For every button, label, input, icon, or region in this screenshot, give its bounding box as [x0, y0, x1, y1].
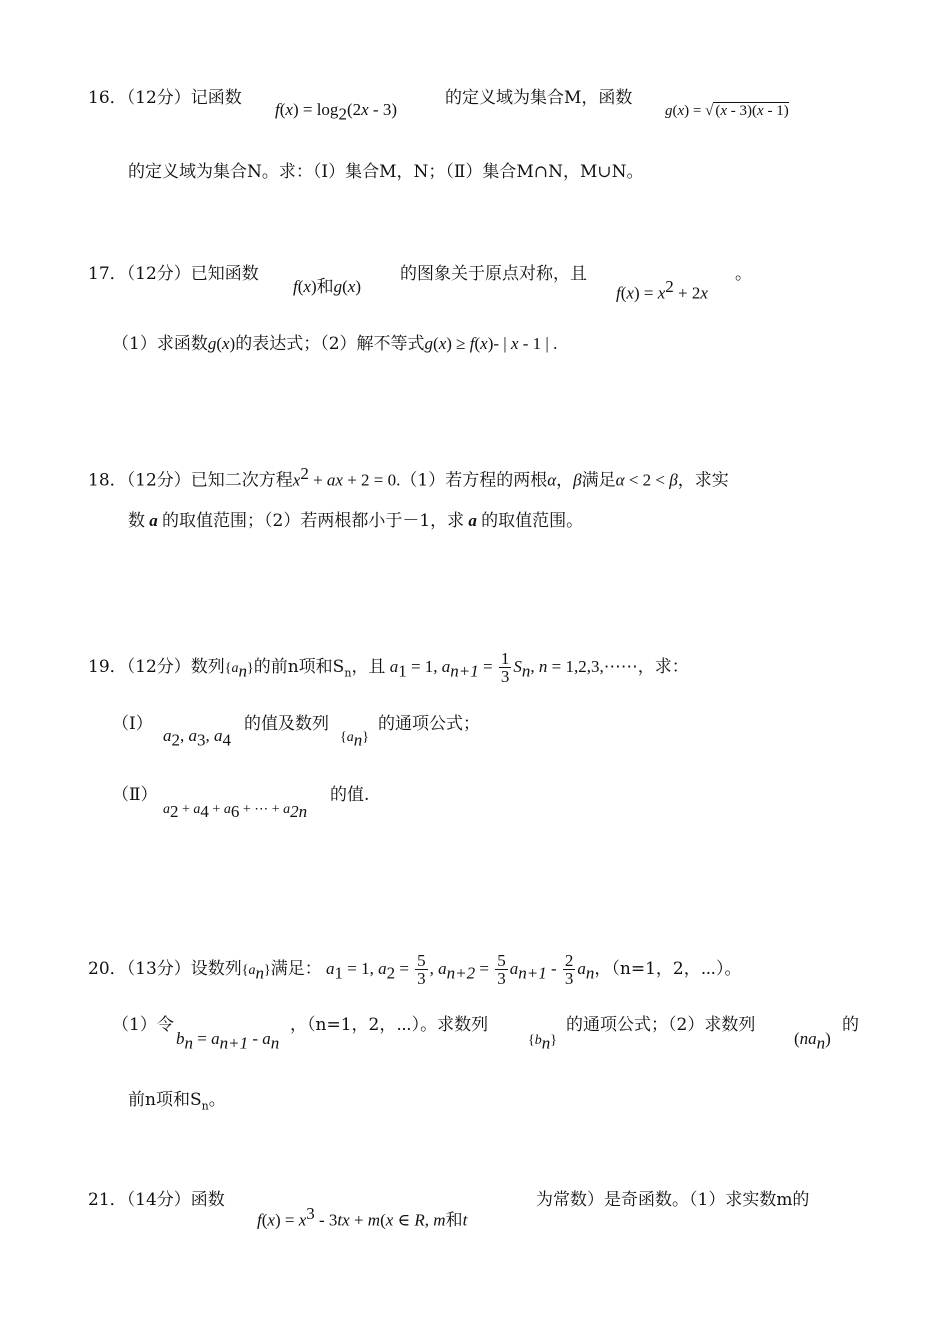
q21-label: 21．（14分）函数: [88, 1190, 225, 1210]
q16-f-formula: $f(x) = \log_2(2x - 3)$: [275, 100, 397, 124]
q16-text-b: 的定义域为集合M，函数: [445, 88, 633, 108]
q19-sum-formula: $a_2 + a_4 + a_6$ + ⋯ + $a_{2n}$: [163, 801, 308, 821]
q20-label: 20．（13分）设数列: [88, 959, 242, 979]
q19-line2-text: 的值及数列: [244, 714, 329, 734]
q19-an-formula: $\{a_n\}$: [340, 730, 369, 750]
q17-text-b: 的图象关于原点对称，且: [400, 264, 587, 284]
q20-line3: 前n项和$S_n$。: [128, 1090, 226, 1113]
q18-line2: 数 a 的取值范围；（2）若两根都小于－1，求 a 的取值范围。: [128, 511, 584, 531]
q19-line1: 19．（12分）数列$\{a_n\}$的前n项和$S_n$，且 $a_1 = 1$, $a_{n+1}$ = $\frac{1}{3}$ $S_n$, n = 1,2,3,⋯⋯，求：: [88, 649, 689, 686]
q18-line1: 18．（12分）已知二次方程$x^2$ + ax + 2 = 0.（1）若方程的两根α，β满足α < 2 < β，求实: [88, 464, 729, 491]
q16-label: 16．（12分）记函数: [88, 88, 242, 108]
q17-line2: （1）求函数g(x)的表达式；（2）解不等式g(x) ≥ f(x)- | x - 1 | .: [112, 334, 558, 354]
q17-f-def-formula: $f(x) = x^2 + 2x$: [616, 277, 708, 303]
q19-line3-end: 的值.: [330, 785, 370, 805]
q17-line1: [88, 262, 259, 286]
q20-line2-label: （1）令: [112, 1015, 174, 1035]
q19-line2-label: （Ⅰ）: [112, 714, 153, 734]
q20-line2-end: 的: [842, 1015, 859, 1035]
q19-a234-formula: $a_2$, $a_3$, $a_4$: [163, 726, 231, 750]
q20-line2-text: ，（n=1，2，⋯）。求数列: [290, 1015, 489, 1035]
q16-line2: 的定义域为集合N。求：（Ⅰ）集合M，N；（Ⅱ）集合M∩N，M∪N。: [128, 162, 644, 182]
q17-fg-formula: f(x)和g(x): [293, 277, 362, 296]
q21-line1: [88, 1188, 225, 1212]
q19-label: 19．（12分）数列: [88, 657, 225, 677]
q17-label: 17．（12分）已知函数: [88, 264, 259, 284]
q21-formula: $f(x) = x^3 - 3tx + m(x$ ∈ R, m和t: [257, 1204, 468, 1230]
q20-bn-formula: $b_n = a_{n+1} - a_n$: [176, 1029, 280, 1053]
q19-line3-label: （Ⅱ）: [112, 785, 158, 805]
q20-bn-seq: $\{b_n\}$: [528, 1033, 557, 1053]
q20-line2-text2: 的通项公式；（2）求数列: [566, 1015, 756, 1035]
q16-g-formula: g(x) = √ (x - 3)(x - 1): [665, 103, 789, 119]
q16-line1: [88, 86, 242, 110]
q17-text-c: 。: [735, 264, 752, 284]
q20-nan-seq: $(na_n)$: [794, 1029, 831, 1053]
q21-text-b: 为常数）是奇函数。（1）求实数m的: [536, 1190, 810, 1210]
q20-line1: 20．（13分）设数列$\{a_n\}$满足： $a_1 = 1$, $a_2$ = $\frac{5}{3}$ , $a_{n+2}$ = $\frac{5}{3}$ $a_{n+1}$ - $\frac{2}{3}$ $a_n$，（n=1，2，⋯）。: [88, 951, 742, 988]
q19-line2-end: 的通项公式；: [378, 714, 480, 734]
q18-label: 18．（12分）已知二次方程: [88, 470, 293, 491]
